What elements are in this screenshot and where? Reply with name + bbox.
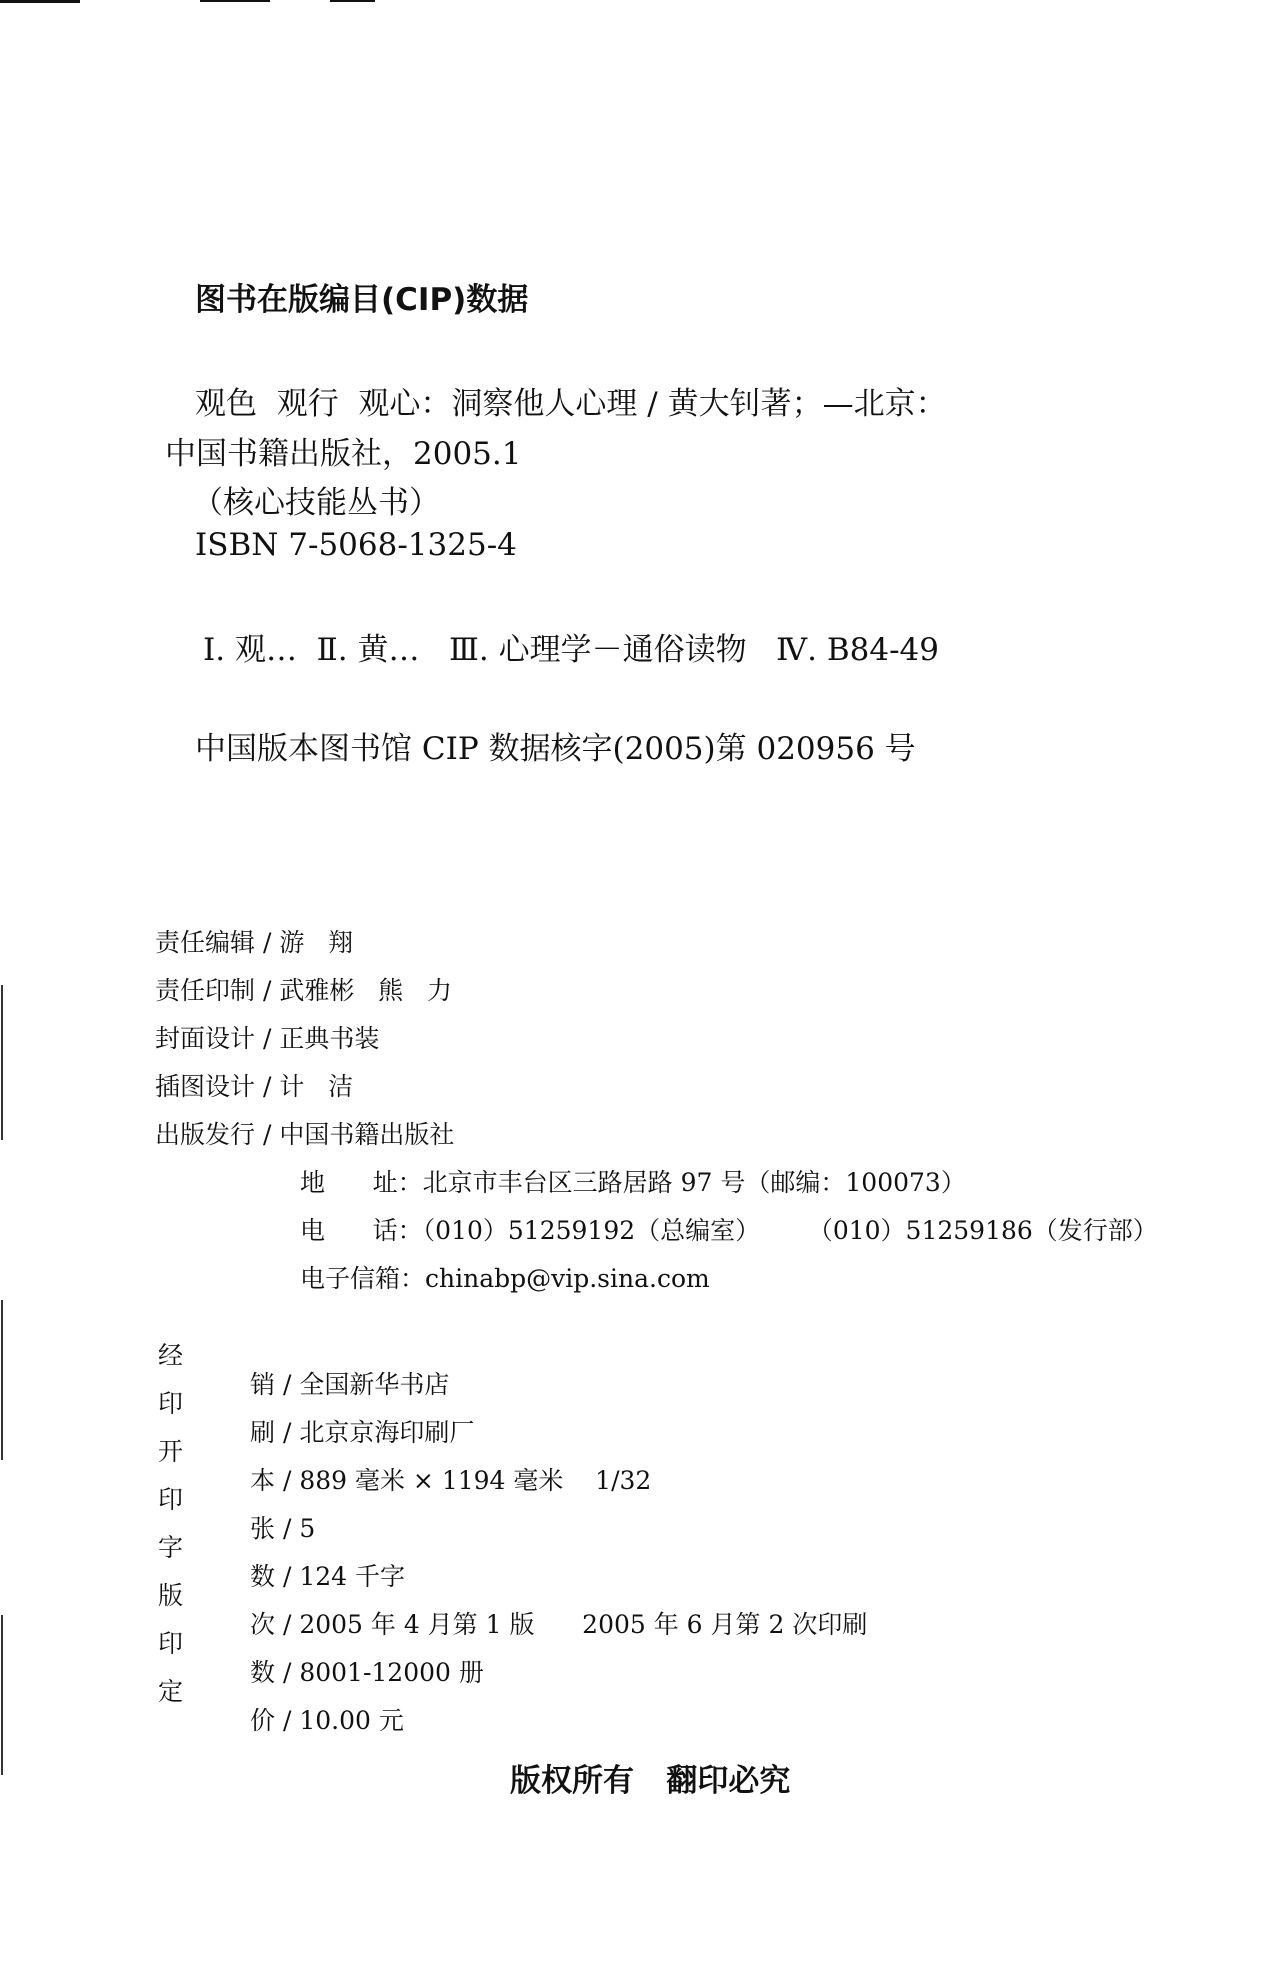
left-edge-mark-3: [1, 1615, 3, 1775]
spec-label: 开: [158, 1437, 184, 1466]
spec-value: 刷 / 北京京海印刷厂: [250, 1418, 475, 1447]
top-rule-left: [0, 0, 80, 3]
left-edge-mark-1: [1, 985, 3, 1140]
spec-label: 版: [158, 1581, 184, 1610]
cip-approval-number: 中国版本图书馆 CIP 数据核字(2005)第 020956 号: [195, 731, 916, 767]
spec-label: 印: [158, 1389, 184, 1418]
publisher-address: 地 址：北京市丰台区三路居路 97 号（邮编：100073）: [300, 1168, 966, 1197]
spec-value: 次 / 2005 年 4 月第 1 版 2005 年 6 月第 2 次印刷: [250, 1610, 868, 1639]
spec-value: 本 / 889 毫米 × 1194 毫米 1/32: [250, 1466, 652, 1495]
spec-value: 数 / 124 千字: [250, 1562, 405, 1591]
spec-label: 定: [158, 1677, 184, 1706]
cip-record-line-1: 观色 观行 观心：洞察他人心理 / 黄大钊著；—北京：: [195, 386, 947, 422]
cip-classification: Ⅰ. 观… Ⅱ. 黄… Ⅲ. 心理学－通俗读物 Ⅳ. B84-49: [203, 632, 939, 668]
top-rule-middle: [200, 0, 270, 2]
cip-record-line-2: 中国书籍出版社，2005.1: [165, 436, 522, 472]
spec-value: 价 / 10.00 元: [250, 1706, 404, 1735]
credit-line: 出版发行 / 中国书籍出版社: [155, 1120, 455, 1149]
spec-value: 张 / 5: [250, 1514, 316, 1543]
publisher-email: 电子信箱：chinabp@vip.sina.com: [300, 1264, 710, 1293]
credit-line: 责任编辑 / 游 翔: [155, 928, 354, 957]
spec-label: 印: [158, 1629, 184, 1658]
cip-record-line-3: （核心技能丛书）: [192, 485, 440, 521]
cip-record-line-4: ISBN 7-5068-1325-4: [195, 527, 517, 563]
credit-line: 责任印制 / 武雅彬 熊 力: [155, 976, 452, 1005]
publisher-phone: 电 话：（010）51259192（总编室） （010）51259186（发行部）: [300, 1216, 1158, 1245]
spec-label: 印: [158, 1485, 184, 1514]
top-rule-right: [330, 0, 375, 2]
cip-heading: 图书在版编目(CIP)数据: [195, 282, 529, 318]
left-edge-mark-2: [1, 1300, 3, 1460]
spec-value: 数 / 8001-12000 册: [250, 1658, 484, 1687]
spec-label: 字: [158, 1533, 184, 1562]
credit-line: 插图设计 / 计 洁: [155, 1072, 354, 1101]
spec-value: 销 / 全国新华书店: [250, 1370, 450, 1399]
spec-label: 经: [158, 1341, 184, 1370]
copyright-notice: 版权所有 翻印必究: [510, 1763, 791, 1799]
credit-line: 封面设计 / 正典书装: [155, 1024, 380, 1053]
